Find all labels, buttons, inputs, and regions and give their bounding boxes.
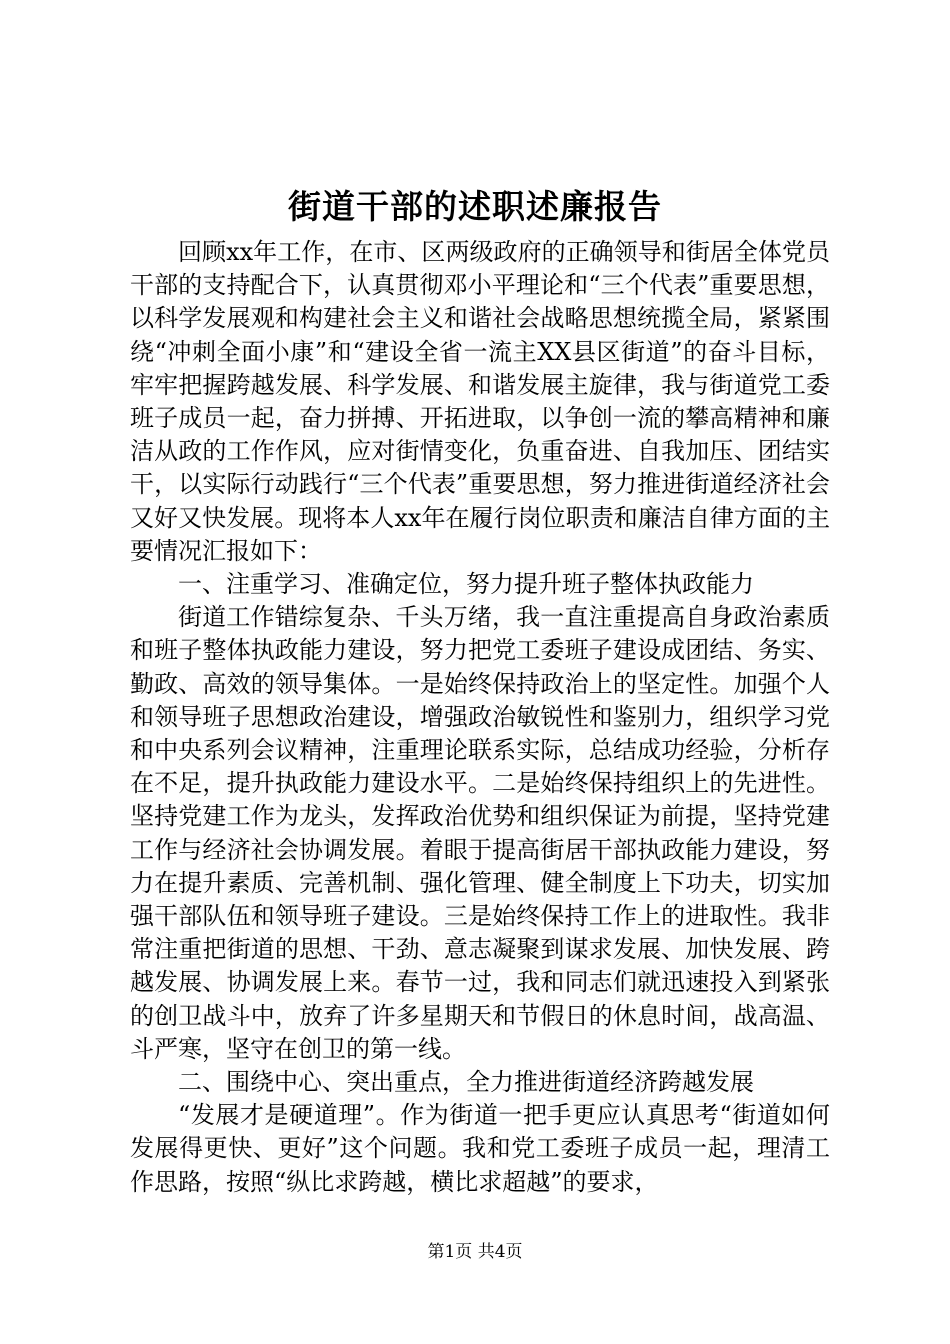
paragraph-section-2: “发展才是硬道理”。作为街道一把手更应认真思考“街道如何发展得更快、更好”这个问题。我和党工委班子成员一起，理清工作思路，按照“纵比求跨越，横比求超越”的要求，	[130, 1101, 830, 1196]
section-heading-2: 二、围绕中心、突出重点，全力推进街道经济跨越发展	[178, 1068, 754, 1097]
section-heading-1: 一、注重学习、准确定位，努力提升班子整体执政能力	[178, 570, 754, 599]
paragraph-intro: 回顾xx年工作，在市、区两级政府的正确领导和街居全体党员干部的支持配合下，认真贯彻邓小平理论和“三个代表”重要思想，以科学发展观和构建社会主义和谐社会战略思想统揽全局，紧紧围绕“冲刺全面小康”和“建设全省一流主XX县区街道”的奋斗目标，牢牢把握跨越发展、科学发展、和谐发展主旋律，我与街道党工委班子成员一起，奋力拼搏、开拓进取，以争创一流的攀高精神和廉洁从政的工作作风，应对街情变化，负重奋进、自我加压、团结实干，以实际行动践行“三个代表”重要思想，努力推进街道经济社会又好又快发展。现将本人xx年在履行岗位职责和廉洁自律方面的主要情况汇报如下：	[130, 238, 830, 565]
page-number: 第1页 共4页	[427, 1242, 523, 1262]
page-footer	[0, 1240, 950, 1264]
paragraph-section-1: 街道工作错综复杂、千头万绪，我一直注重提高自身政治素质和班子整体执政能力建设，努力把党工委班子建设成团结、务实、勤政、高效的领导集体。一是始终保持政治上的坚定性。加强个人和领导班子思想政治建设，增强政治敏锐性和鉴别力，组织学习党和中央系列会议精神，注重理论联系实际，总结成功经验，分析存在不足，提升执政能力建设水平。二是始终保持组织上的先进性。坚持党建工作为龙头，发挥政治优势和组织保证为前提，坚持党建工作与经济社会协调发展。着眼于提高街居干部执政能力建设，努力在提升素质、完善机制、强化管理、健全制度上下功夫，切实加强干部队伍和领导班子建设。三是始终保持工作上的进取性。我非常注重把街道的思想、干劲、意志凝聚到谋求发展、加快发展、跨越发展、协调发展上来。春节一过，我和同志们就迅速投入到紧张的创卫战斗中，放弃了许多星期天和节假日的休息时间，战高温、斗严寒，坚守在创卫的第一线。	[130, 603, 830, 1063]
document-title: 街道干部的述职述廉报告	[288, 187, 662, 226]
document-body	[130, 236, 830, 1199]
